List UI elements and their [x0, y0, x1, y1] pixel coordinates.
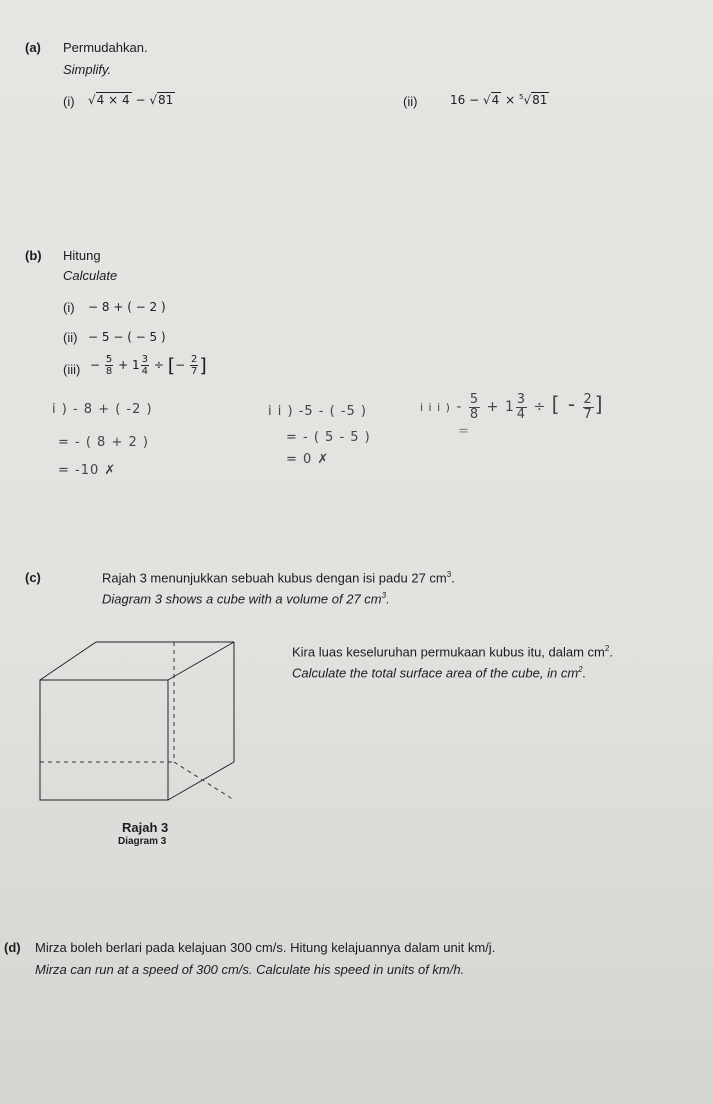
radicand: 81	[532, 93, 548, 107]
question-b-iii-label: (iii)	[63, 362, 81, 377]
period: .	[609, 644, 613, 660]
close-bracket: ]	[594, 392, 604, 416]
handwriting-i-line1: i ) - 8 + ( -2 )	[52, 402, 153, 417]
period: .	[386, 591, 390, 607]
divide-sign: ÷	[153, 358, 164, 372]
superscript: 3	[381, 591, 387, 600]
question-b-i-label: (i)	[63, 300, 75, 315]
expression-start: 16 −	[450, 93, 480, 107]
denominator: 7	[191, 366, 198, 377]
superscript: 2	[604, 644, 610, 653]
plus-one: + 1	[118, 358, 140, 372]
question-c-english-text: Diagram 3 shows a cube with a volume of 27 cm	[102, 591, 382, 607]
fraction	[105, 354, 113, 377]
question-a-label: (a)	[25, 40, 41, 55]
question-b-subtitle: Calculate	[63, 268, 118, 283]
denominator: 8	[469, 406, 480, 422]
question-b-label: (b)	[25, 248, 42, 263]
superscript: 3	[446, 570, 452, 579]
diagram-caption-english: Diagram 3	[118, 836, 167, 847]
question-d-malay: Mirza boleh berlari pada kelajuan 300 cm/s. Hitung kelajuannya dalam unit km/j.	[35, 940, 496, 955]
question-b-iii-expression	[90, 354, 207, 377]
superscript: 2	[578, 665, 583, 674]
handwriting-ii-line1: i i ) -5 - ( -5 )	[268, 404, 367, 419]
fraction	[141, 354, 149, 377]
question-c-malay-text: Rajah 3 menunjukkan sebuah kubus dengan isi padu 27 cm	[102, 570, 447, 586]
open-bracket: [	[167, 354, 176, 377]
handwriting-i-line3: = -10 ✗	[58, 463, 117, 478]
numerator: 3	[516, 391, 527, 407]
numerator: 3	[141, 354, 148, 365]
radicand: 81	[157, 93, 174, 107]
question-a-i-expression: √4 × 4 − √81	[88, 93, 174, 107]
question-a-title: Permudahkan.	[63, 40, 148, 55]
divide-sign: ÷	[533, 399, 547, 415]
question-d-label: (d)	[4, 940, 21, 955]
handwriting-ii-line3: = 0 ✗	[286, 452, 330, 467]
denominator: 4	[516, 406, 527, 422]
handwriting-iii-line1	[420, 392, 604, 422]
question-c-task-malay	[292, 644, 613, 659]
handwriting-ii-line2: = - ( 5 - 5 )	[286, 430, 371, 445]
period: .	[582, 665, 587, 681]
denominator: 8	[105, 366, 113, 377]
minus-sign: −	[135, 93, 146, 107]
root-index: 5	[518, 93, 524, 101]
handwriting-iii-label: i i i )	[420, 401, 451, 414]
question-b-title: Hitung	[63, 248, 101, 263]
numerator: 5	[469, 391, 480, 407]
radicand: 4	[491, 93, 500, 107]
question-c-task-english	[292, 665, 586, 680]
minus-sign: -	[456, 399, 463, 415]
question-c-malay	[102, 570, 455, 585]
cube-edge	[168, 642, 234, 680]
fraction	[583, 393, 594, 422]
question-c-label: (c)	[25, 570, 41, 585]
fraction	[190, 354, 198, 377]
handwriting-iii-equals: =	[458, 424, 470, 439]
question-a-ii-expression: 16 − √4 × $^5$√81	[450, 93, 548, 107]
numerator: 2	[191, 354, 198, 365]
question-b-i-expression: − 8 + ( − 2 )	[88, 300, 166, 314]
cube-front-face	[40, 680, 168, 800]
question-b-ii-label: (ii)	[63, 330, 78, 345]
question-c-english	[102, 591, 390, 606]
diagram-caption-malay: Rajah 3	[122, 820, 169, 835]
handwriting-i-line2: = - ( 8 + 2 )	[58, 435, 149, 450]
fraction	[516, 393, 527, 422]
denominator: 4	[141, 366, 148, 377]
radicand: 4 × 4	[96, 93, 130, 107]
question-a-subtitle: Simplify.	[63, 62, 112, 77]
question-d-english: Mirza can run at a speed of 300 cm/s. Calculate his speed in units of km/h.	[35, 962, 465, 977]
question-b-ii-expression: − 5 − ( − 5 )	[88, 330, 166, 344]
open-bracket: [ -	[551, 392, 577, 416]
fraction	[469, 393, 480, 422]
times-sign: ×	[505, 93, 516, 107]
question-c-task-malay-text: Kira luas keseluruhan permukaan kubus itu, dalam cm	[292, 644, 605, 660]
question-c-task-english-text: Calculate the total surface area of the cube, in cm	[292, 665, 579, 681]
close-bracket: ]	[199, 354, 207, 377]
denominator: 7	[583, 406, 593, 422]
question-a-ii-label: (ii)	[403, 94, 418, 109]
minus-sign: −	[90, 358, 101, 372]
cube-edge	[40, 642, 96, 680]
question-a-i-label: (i)	[63, 94, 75, 109]
numerator: 5	[105, 354, 113, 365]
plus-one: + 1	[486, 399, 515, 415]
numerator: 2	[583, 391, 593, 407]
period: .	[451, 570, 455, 586]
cube-diagram	[36, 636, 246, 811]
minus-sign: −	[175, 358, 186, 372]
